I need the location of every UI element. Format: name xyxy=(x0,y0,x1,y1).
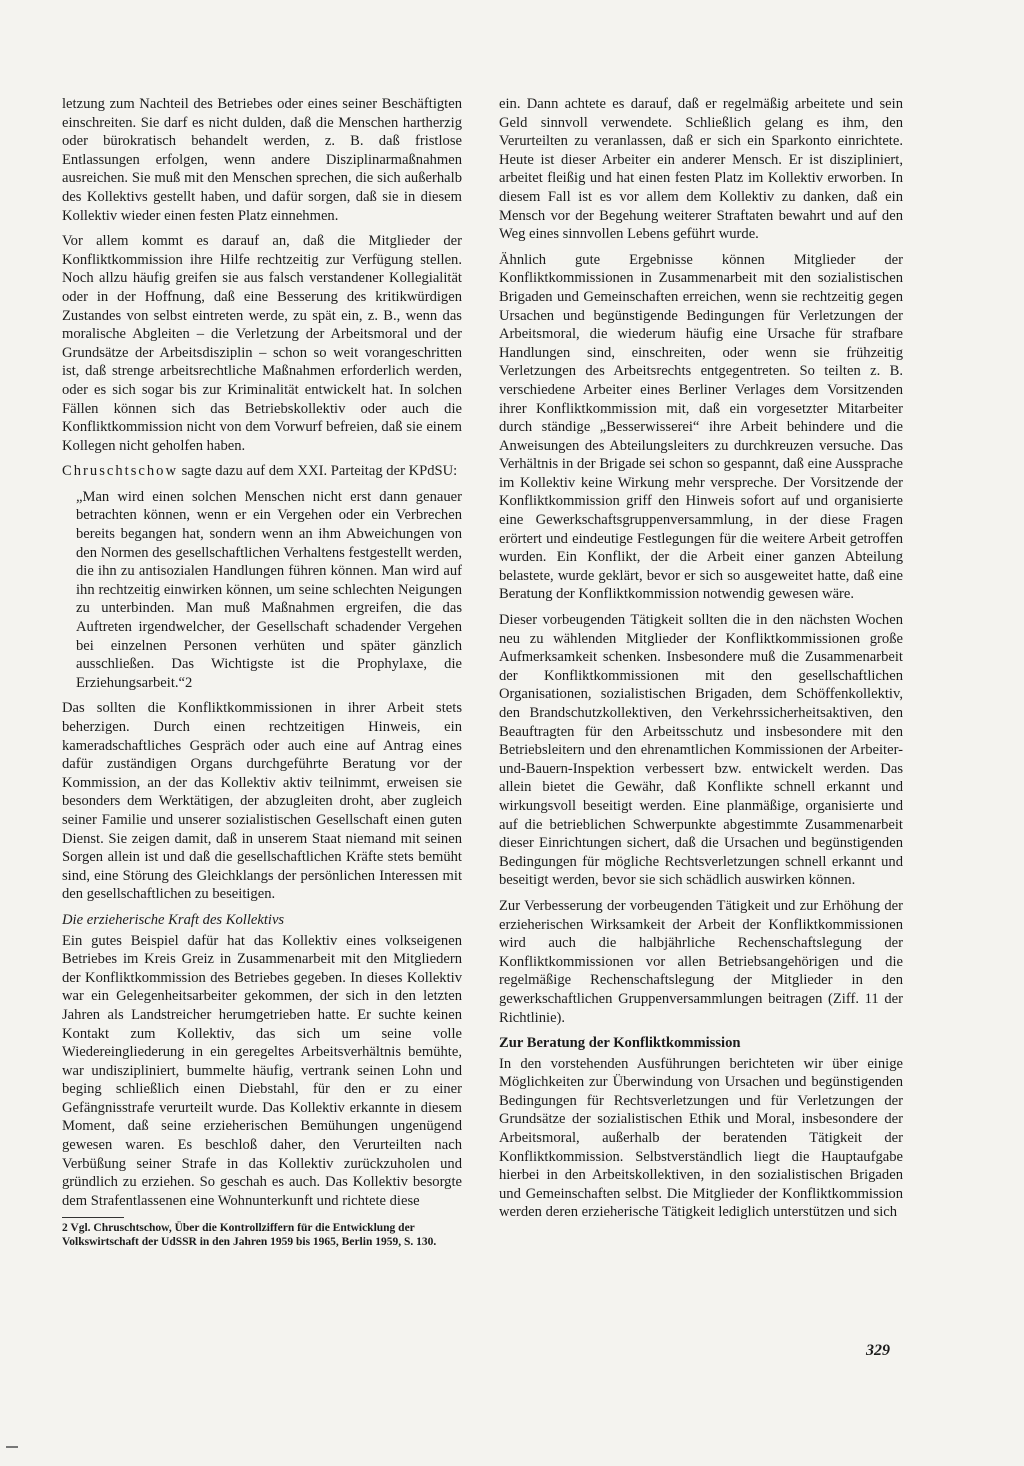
page-number: 329 xyxy=(866,1342,890,1359)
quote-block: „Man wird einen solchen Menschen nicht erst dann genauer betrachten können, wenn er ein Vergehen oder ein Verbrechen bereits begangen hat, sondern wenn an ihm Abweichungen von den Normen des gesellschaftlichen Verhaltens festgestellt werden, die ihn zu antisozialen Handlungen führen können. Man wird auf ihn rechtzeitig einwirken können, um seine schlechten Neigungen zu unterbinden. Man muß Maßnahmen ergreifen, die das Auftreten irgendwelcher, der Gesellschaft schadender Vergehen bei einzelnen Personen verhüten und später gänzlich ausschließen. Das Wichtigste ist die Prophylaxe, die Erziehungsarbeit.“2 xyxy=(76,488,462,691)
footnote-divider xyxy=(62,1217,124,1218)
right-paragraph-2: Ähnlich gute Ergebnisse können Mitglieder der Konfliktkommissionen in Zusammenarbeit mit den sozialistischen Brigaden und Gemeinschaften erreichen, wenn sie rechtzeitig gegen Ursachen und begünstigende Bedingungen für Verletzungen der Arbeitsmoral, die wiederum häufig eine Ursache für strafbare Handlungen sind, einschreiten, oder wenn sie frühzeitig Verletzungen des Arbeitsrechts entgegentreten. So teilten z. B. verschiedene Arbeiter eines Berliner Verlages dem Vorsitzenden ihrer Konfliktkommission mit, daß ein vorgesetzter Mitarbeiter durch ständige „Besserwisserei“ ihre Arbeit behindere und die Anweisungen des Abteilungsleiters zu durchkreuzen versuche. Das Verhältnis in der Brigade sei schon so gespannt, daß eine Aussprache im Kollektiv keine Wirkung mehr verspreche. Der Vorsitzende der Konfliktkommission griff den Hinweis sofort auf und organisierte eine Gewerkschaftsgruppenversammlung, in der diese Fragen erörtert und eindeutige Festlegungen für die weitere Arbeit getroffen wurden. Ein Konflikt, der die Arbeit einer ganzen Abteilung belastete, wurde geklärt, bevor er sich so ausgeweitet hatte, daß eine Beratung der Konfliktkommission notwendig gewesen wäre. xyxy=(499,251,903,603)
left-paragraph-3 xyxy=(62,462,462,481)
right-paragraph-3: Dieser vorbeugenden Tätigkeit sollten die in den nächsten Wochen neu zu wählenden Mitglieder der Konfliktkommissionen große Aufmerksamkeit schenken. Insbesondere muß die Zusammenarbeit der Konfliktkommissionen mit den gesellschaftlichen Organisationen, sozialistischen Brigaden, dem Schöffenkollektiv, den Brandschutzkollektiven, den Verkehrssicherheitsaktiven, den Beauftragten für den Arbeitsschutz und insbesondere mit den Betriebsleitern und den ehrenamtlichen Kommissionen der Arbeiter-und-Bauern-Inspektion verbessert bzw. entwickelt werden. Das allein bietet die Gewähr, daß Konflikte schnell erkannt und wirkungsvoll beseitigt werden. Eine planmäßige, organisierte und auf die betrieblichen Schwerpunkte abgestimmte Zusammenarbeit dieser Einrichtungen sichert, daß die Ursachen und begünstigenden Bedingungen für mögliche Rechtsverletzungen schnell erkannt und beseitigt werden, bevor sie sich schädlich auswirken können. xyxy=(499,612,903,889)
footnote: 2 Vgl. Chruschtschow, Über die Kontrollziffern für die Entwicklung der Volkswirtschaft der UdSSR in den Jahren 1959 bis 1965, Berlin 1959, S. 130. xyxy=(62,1222,437,1248)
right-paragraph-5: In den vorstehenden Ausführungen berichteten wir über einige Möglichkeiten zur Überwindung von Ursachen und begünstigenden Bedingungen für Rechtsverletzungen und für Verletzungen der Grundsätze der sozialistischen Ethik und Moral, insbesondere der Arbeitsmoral, außerhalb der beratenden Tätigkeit der Konfliktkommission. Selbstverständlich liegt die Hauptaufgabe hierbei in den Arbeitskollektiven, in den sozialistischen Brigaden und Gemeinschaften selbst. Die Mitglieder der Konfliktkommission werden deren erzieherische Tätigkeit lediglich unterstützen und sich xyxy=(499,1055,903,1221)
left-paragraph-2: Vor allem kommt es darauf an, daß die Mitglieder der Konfliktkommission ihre Hilfe rechtzeitig zur Verfügung stellen. Noch allzu häufig greifen sie aus falsch verstandener Kollegialität oder in der Hoffnung, daß eine Besserung des kritikwürdigen Zustandes von selbst eintreten werde, zu spät ein, z. B., wenn das moralische Abgleiten – die Verletzung der Arbeitsmoral und der Grundsätze der Arbeitsdisziplin – schon so weit vorangeschritten ist, daß strenge arbeitsrechtliche Maßnahmen erforderlich werden, oder es sich sogar bis zur Kriminalität entwickelt hat. In solchen Fällen können sich das Betriebskollektiv oder auch die Konfliktkommission nicht von dem Vorwurf befreien, daß sie einem Kollegen nicht geholfen haben. xyxy=(62,233,462,454)
right-column xyxy=(499,95,903,1229)
right-paragraph-4: Zur Verbesserung der vorbeugenden Tätigkeit und zur Erhöhung der erzieherischen Wirksamkeit der Arbeit der Konfliktkommissionen wird auch die halbjährliche Rechenschaftslegung der Konfliktkommissionen vor allen Betriebsangehörigen und die regelmäßige Rechenschaftslegung der Mitglieder in den gewerkschaftlichen Gruppenversammlungen beitragen (Ziff. 11 der Richtlinie). xyxy=(499,897,903,1026)
right-paragraph-1: ein. Dann achtete es darauf, daß er regelmäßig arbeitete und sein Geld sinnvoll verwendete. Schließlich gelang es ihm, den Verurteilten zu veranlassen, daß er sich ein Sparkonto einrichtete. Heute ist dieser Arbeiter ein anderer Mensch. Er ist diszipliniert, arbeitet fleißig und hat einen festen Platz im Kollektiv erworben. In diesem Fall ist es vor allem dem Kollektiv zu danken, daß ein Mensch vor der Begehung weiterer Straftaten bewahrt und auf den Weg eines sinnvollen Lebens geführt wurde. xyxy=(499,96,903,243)
scan-mark xyxy=(6,1446,18,1448)
speaker-sentence: sagte dazu auf dem XXI. Parteitag der KPdSU: xyxy=(178,463,458,480)
left-paragraph-5: Ein gutes Beispiel dafür hat das Kollektiv eines volkseigenen Betriebes im Kreis Greiz in Zusammenarbeit mit den Mitgliedern der Konfliktkommission des Betriebes gegeben. In dieses Kollektiv war ein Gelegenheitsarbeiter gekommen, der sich in den letzten Jahren als Landstreicher herumgetrieben hatte. Er suchte keinen Kontakt zum Kollektiv, das sich um seine volle Wiedereingliederung in ein geregeltes Arbeitsverhältnis bemühte, war undiszipliniert, bummelte häufig, vertrank seinen Lohn und beging schließlich einen Diebstahl, für den er zu einer Gefängnisstrafe verurteilt wurde. Das Kollektiv erkannte in diesem Moment, daß seine erzieherischen Bemühungen ungenügend gewesen waren. Es beschloß daher, den Verurteilten nach Verbüßung seiner Strafe in das Kollektiv zurückzuholen und gründlich zu erziehen. So geschah es auch. Das Kollektiv besorgte dem Strafentlassenen eine Wohnunterkunft und richtete diese xyxy=(62,932,462,1209)
left-paragraph-1: letzung zum Nachteil des Betriebes oder eines seiner Beschäftigten einschreiten. Sie darf es nicht dulden, daß die Menschen hartherzig oder bürokratisch behandelt werden, z. B. daß fristlose Entlassungen erfolgen, wenn andere Disziplinarmaßnahmen ausreichen. Sie muß mit den Menschen sprechen, die sich außerhalb des Kollektivs gestellt haben, und dafür sorgen, daß sie in diesem Kollektiv wieder einen festen Platz einnehmen. xyxy=(62,96,462,224)
left-column xyxy=(62,95,462,1249)
speaker-name: Chruschtschow xyxy=(62,463,178,480)
section-heading-kollektiv: Die erzieherische Kraft des Kollektivs xyxy=(62,911,285,928)
section-heading-beratung: Zur Beratung der Konfliktkommission xyxy=(499,1035,741,1052)
left-paragraph-4: Das sollten die Konfliktkommissionen in ihrer Arbeit stets beherzigen. Durch einen rechtzeitigen Hinweis, ein kameradschaftliches Gespräch oder auch eine auf Antrag eines dafür zuständigen Organs durchgeführte Beratung vor der Kommission, an der das Kollektiv aktiv teilnimmt, erweisen sie besonders dem Werktätigen, der abzugleiten droht, aber zugleich seiner Familie und unserer sozialistischen Gesellschaft einen guten Dienst. Sie zeigen damit, daß in unserem Staat niemand mit seinen Sorgen allein ist und daß die gesellschaftlichen Kräfte stets bemüht sind, eine Störung des Gleichklangs der persönlichen Interessen mit den gesellschaftlichen zu beseitigen. xyxy=(62,700,462,903)
